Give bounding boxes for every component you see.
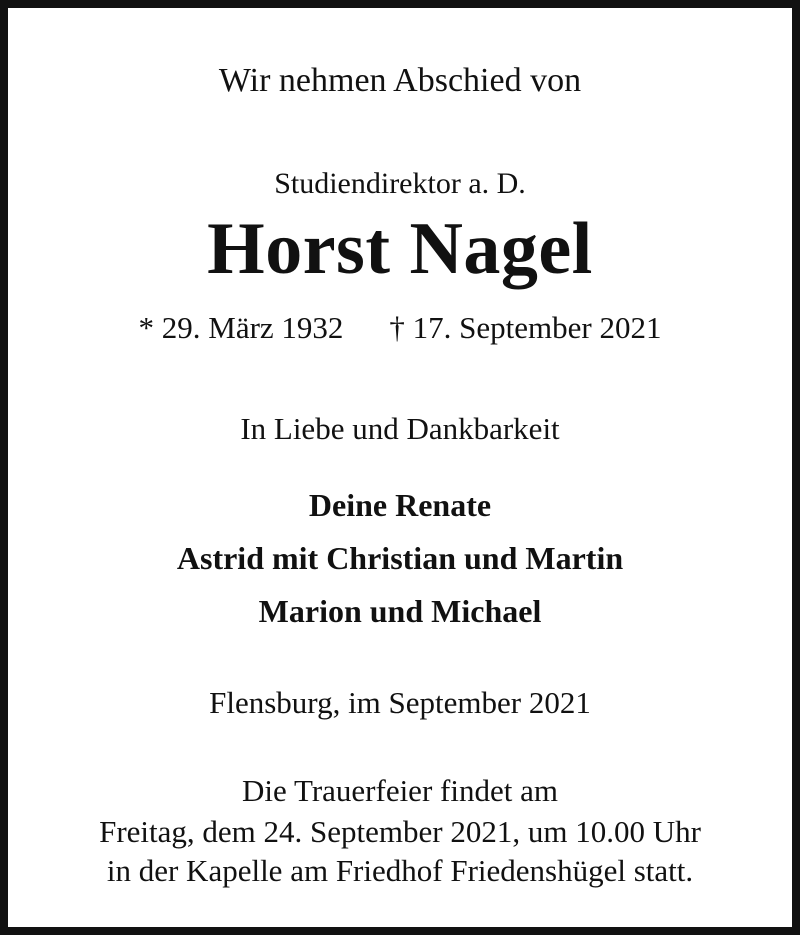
place-date: Flensburg, im September 2021 [209, 685, 591, 720]
dedication-text: In Liebe und Dankbarkeit [240, 411, 560, 446]
intro-text: Wir nehmen Abschied von [218, 62, 582, 99]
service-line: in der Kapelle am Friedhof Friedenshügel statt. [106, 853, 694, 888]
service-line: Die Trauerfeier findet am [242, 773, 558, 808]
family-line: Astrid mit Christian und Martin [176, 540, 624, 576]
deceased-title: Studiendirektor a. D. [274, 167, 526, 200]
birth-date: * 29. März 1932 [138, 310, 344, 345]
death-date: † 17. September 2021 [389, 310, 662, 345]
service-line: Freitag, dem 24. September 2021, um 10.00 Uhr [99, 814, 701, 849]
deceased-name: Horst Nagel [207, 208, 593, 290]
family-line: Deine Renate [308, 487, 492, 523]
family-line: Marion und Michael [258, 593, 542, 629]
life-dates [8, 312, 792, 343]
